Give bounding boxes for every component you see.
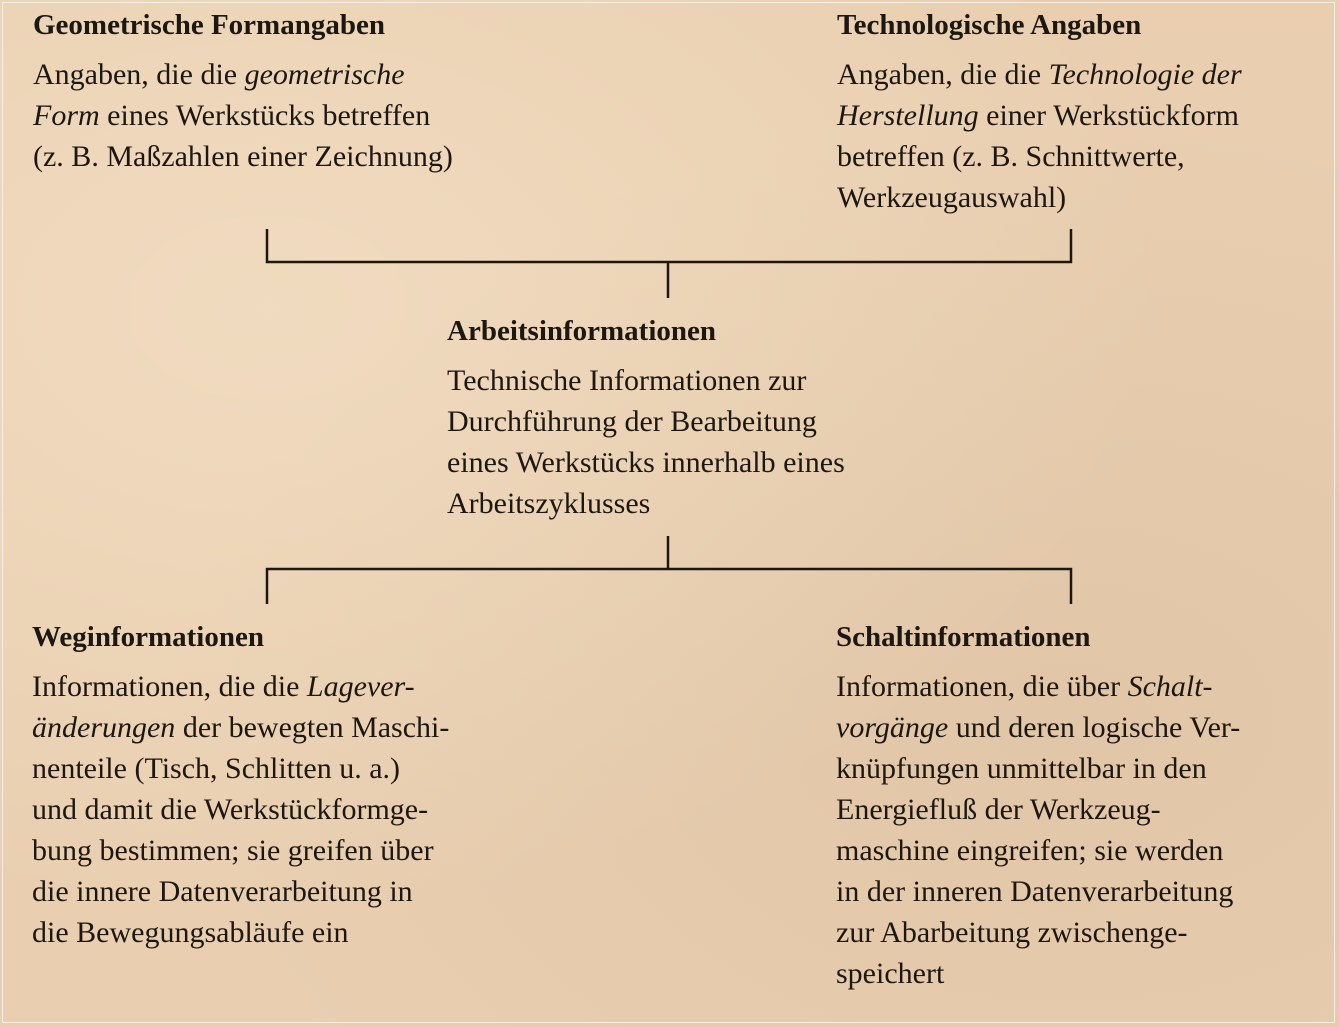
node-description: [32, 666, 449, 953]
description-line: [836, 912, 1240, 953]
description-line: [447, 360, 845, 401]
line-text: nenteile (Tisch, Schlitten u. a.): [32, 752, 400, 785]
line-text: zur Abarbeitung zwischenge-: [836, 916, 1188, 949]
top-bracket: [267, 229, 1071, 262]
line-text: einer Werkstückform: [978, 99, 1239, 132]
italic-term: Form: [33, 99, 100, 132]
description-line: [837, 54, 1242, 95]
italic-term: vorgänge: [836, 711, 949, 744]
line-text: eines Werkstücks betreffen: [99, 99, 431, 132]
description-line: [837, 136, 1242, 177]
italic-term: Herstellung: [837, 99, 979, 132]
node-work-information: [447, 316, 845, 524]
line-text: Energiefluß der Werkzeug-: [836, 793, 1161, 826]
italic-term: geometrische: [244, 58, 405, 91]
node-technological-data: [837, 10, 1242, 218]
description-line: [447, 442, 845, 483]
italic-term: Schalt-: [1127, 670, 1213, 703]
node-switching-information: [836, 622, 1240, 994]
line-text: und deren logische Ver-: [948, 711, 1241, 744]
node-path-information: [32, 622, 449, 953]
node-description: [836, 666, 1240, 994]
line-text: betreffen (z. B. Schnittwerte,: [837, 140, 1185, 173]
node-title: Weginformationen: [32, 621, 264, 653]
description-line: [837, 177, 1242, 218]
description-line: [836, 789, 1240, 830]
node-title: Technologische Angaben: [837, 9, 1142, 41]
description-line: [32, 789, 449, 830]
node-title: Schaltinformationen: [836, 621, 1091, 653]
line-text: der bewegten Maschi-: [175, 711, 450, 744]
italic-term: Lagever-: [306, 670, 415, 703]
line-text: Durchführung der Bearbeitung: [447, 405, 817, 438]
line-text: eines Werkstücks innerhalb eines: [447, 446, 845, 479]
line-text: knüpfungen unmittelbar in den: [836, 752, 1207, 785]
description-line: [836, 830, 1240, 871]
line-text: Informationen, die über: [836, 670, 1128, 703]
description-line: [836, 707, 1240, 748]
description-line: [32, 830, 449, 871]
node-description: [33, 54, 453, 177]
line-text: und damit die Werkstückformge-: [32, 793, 429, 826]
bottom-bracket: [267, 569, 1071, 604]
description-line: [33, 136, 453, 177]
line-text: maschine eingreifen; sie werden: [836, 834, 1224, 867]
line-text: bung bestimmen; sie greifen über: [32, 834, 434, 867]
italic-term: änderungen: [32, 711, 176, 744]
line-text: Arbeitszyklusses: [447, 487, 651, 520]
description-line: [32, 666, 449, 707]
line-text: Technische Informationen zur: [447, 364, 807, 397]
line-text: Angaben, die die: [837, 58, 1049, 91]
description-line: [837, 95, 1242, 136]
line-text: Angaben, die die: [33, 58, 245, 91]
description-line: [836, 748, 1240, 789]
line-text: speichert: [836, 957, 945, 990]
description-line: [32, 871, 449, 912]
node-title: Arbeitsinformationen: [447, 315, 717, 347]
description-line: [33, 95, 453, 136]
italic-term: Technologie der: [1048, 58, 1242, 91]
line-text: die innere Datenverarbeitung in: [32, 875, 413, 908]
node-title: Geometrische Formangaben: [33, 9, 385, 41]
description-line: [33, 54, 453, 95]
description-line: [447, 483, 845, 524]
node-description: [447, 360, 845, 524]
description-line: [836, 666, 1240, 707]
node-description: [837, 54, 1242, 218]
line-text: Informationen, die die: [32, 670, 307, 703]
line-text: die Bewegungsabläufe ein: [32, 916, 349, 949]
line-text: (z. B. Maßzahlen einer Zeichnung): [33, 140, 453, 173]
description-line: [447, 401, 845, 442]
description-line: [32, 748, 449, 789]
node-geometric-form-data: [33, 10, 453, 177]
line-text: Werkzeugauswahl): [837, 181, 1067, 214]
description-line: [32, 707, 449, 748]
description-line: [32, 912, 449, 953]
line-text: in der inneren Datenverarbeitung: [836, 875, 1234, 908]
description-line: [836, 871, 1240, 912]
description-line: [836, 953, 1240, 994]
